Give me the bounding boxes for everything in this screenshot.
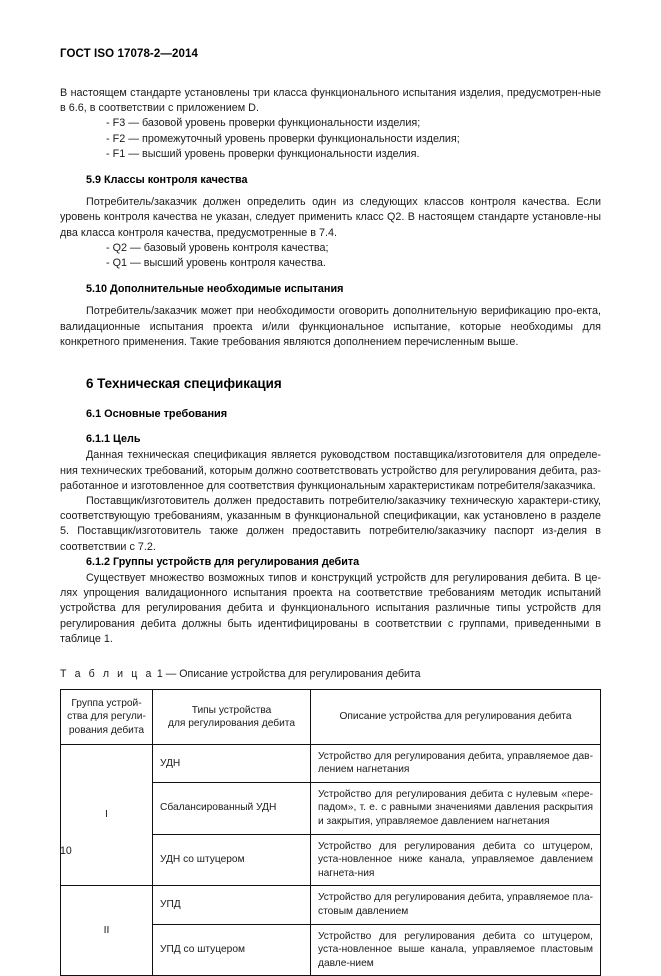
table-row <box>61 886 601 924</box>
table-cell-type: УДН <box>153 744 311 782</box>
table-cell-description: Устройство для регулирования дебита с нулевым «пере-падом», т. е. с равными значениями давления раскрытия и закрытия, управляемое давлением нагнетания <box>311 782 601 834</box>
table-caption-label: Т а б л и ц а <box>60 668 154 681</box>
table-cell-group-i: I <box>61 744 153 886</box>
table-cell-description: Устройство для регулирования дебита, управляемое дав-лением нагнетания <box>311 744 601 782</box>
table-cell-type: УПД со штуцером <box>153 924 311 976</box>
table-header-types-line2: для регулирования дебита <box>168 717 295 729</box>
heading-6-1: 6.1 Основные требования <box>86 408 228 421</box>
heading-6-1-1: 6.1.1 Цель <box>86 433 141 446</box>
document-header: ГОСТ ISO 17078-2—2014 <box>60 48 198 60</box>
table-1-head <box>61 690 601 745</box>
table-header-group-line1: Группа устрой- <box>71 698 142 710</box>
intro-list-item-f1: - F1 — высший уровень проверки функциональности изделия. <box>106 147 420 160</box>
table-1-body <box>61 744 601 976</box>
table-header-description-line1: Описание устройства для регулирования дебита <box>339 711 572 723</box>
table-header-group-line2: ства для регули- <box>67 711 146 723</box>
table-1-caption <box>60 667 601 681</box>
page-number: 10 <box>60 845 72 857</box>
table-cell-group-ii: II <box>61 886 153 976</box>
heading-section-6: 6 Техническая спецификация <box>86 376 282 392</box>
table-header-description <box>311 690 601 745</box>
paragraph-6-1-1-b: Поставщик/изготовитель должен предоставить потребителю/заказчику техническую характери-стику, соответствующую требованиям, указанным в функциональной спецификации, как установлено в разделе 5. Поставщик/изготовитель также должен предоставить потребителю/заказчику паспорт из-делия в соответствии с 7.2. <box>60 495 601 553</box>
table-cell-description: Устройство для регулирования дебита со штуцером, уста-новленное выше канала, управляемое пластовым давле-нием <box>311 924 601 976</box>
intro-list-item-f3: - F3 — базовой уровень проверки функциональности изделия; <box>106 117 421 130</box>
heading-5-9: 5.9 Классы контроля качества <box>86 174 248 187</box>
table-header-types-line1: Типы устройства <box>191 704 272 716</box>
table-cell-description: Устройство для регулирования дебита, управляемое пла-стовым давлением <box>311 886 601 924</box>
table-row <box>61 744 601 782</box>
table-header-types <box>153 690 311 745</box>
table-caption-text: — Описание устройства для регулирования дебита <box>165 668 421 681</box>
intro-list-item-f2: - F2 — промежуточный уровень проверки функциональности изделия; <box>106 132 460 145</box>
paragraph-5-9: Потребитель/заказчик должен определить один из следующих классов контроля качества. Если уровень контроля качества не указан, следует применить класс Q2. В настоящем стандарте установле-ны два класса контроля качества, предусмотренные в 7.4. <box>60 196 601 239</box>
clause-5-9-item-q2: - Q2 — базовый уровень контроля качества; <box>106 241 329 254</box>
heading-6-1-2: 6.1.2 Группы устройств для регулирования дебита <box>86 555 360 568</box>
table-header-group-line3: рования дебита <box>68 724 145 736</box>
paragraph-5-10: Потребитель/заказчик может при необходимости оговорить дополнительную верификацию про-екта, валидационные испытания проекта и/или функциональное испытание, которые необходимы для конкретного применения. Такие требования являются дополнением перечисленным выше. <box>60 305 601 348</box>
intro-paragraph: В настоящем стандарте установлены три класса функционального испытания изделия, предусмотрен-ные в 6.6, в соответствии с приложением D. <box>60 87 601 115</box>
heading-5-10: 5.10 Дополнительные необходимые испытания <box>86 283 344 296</box>
table-cell-description: Устройство для регулирования дебита со штуцером, уста-новленное ниже канала, управляемое давлением нагнета-ния <box>311 834 601 886</box>
table-cell-type: Сбалансированный УДН <box>153 782 311 834</box>
table-cell-type: УПД <box>153 886 311 924</box>
table-header-row <box>61 690 601 745</box>
table-header-group <box>61 690 153 745</box>
table-1 <box>60 689 601 976</box>
paragraph-6-1-1-a: Данная техническая спецификация является руководством поставщика/изготовителя для определе-ния технических требований, которым должно соответствовать устройство для регулирования дебита, раз-работанное и изготовленное для соответствия функциональным характеристикам потребителя/заказчика. <box>60 449 601 492</box>
page-content <box>60 48 601 976</box>
table-cell-type: УДН со штуцером <box>153 834 311 886</box>
clause-5-9-item-q1: - Q1 — высший уровень контроля качества. <box>106 257 326 270</box>
paragraph-6-1-2: Существует множество возможных типов и конструкций устройств для регулирования дебита. В це-лях упрощения валидационного испытания проекта на соответствие требованиям методик испытаний устройства для регулирования дебита и функционального испытания различные типы устройств для регулирования дебита должны быть идентифицированы в соответствии с группами, приведенными в таблице 1. <box>60 572 601 645</box>
table-caption-number: 1 <box>156 668 163 681</box>
